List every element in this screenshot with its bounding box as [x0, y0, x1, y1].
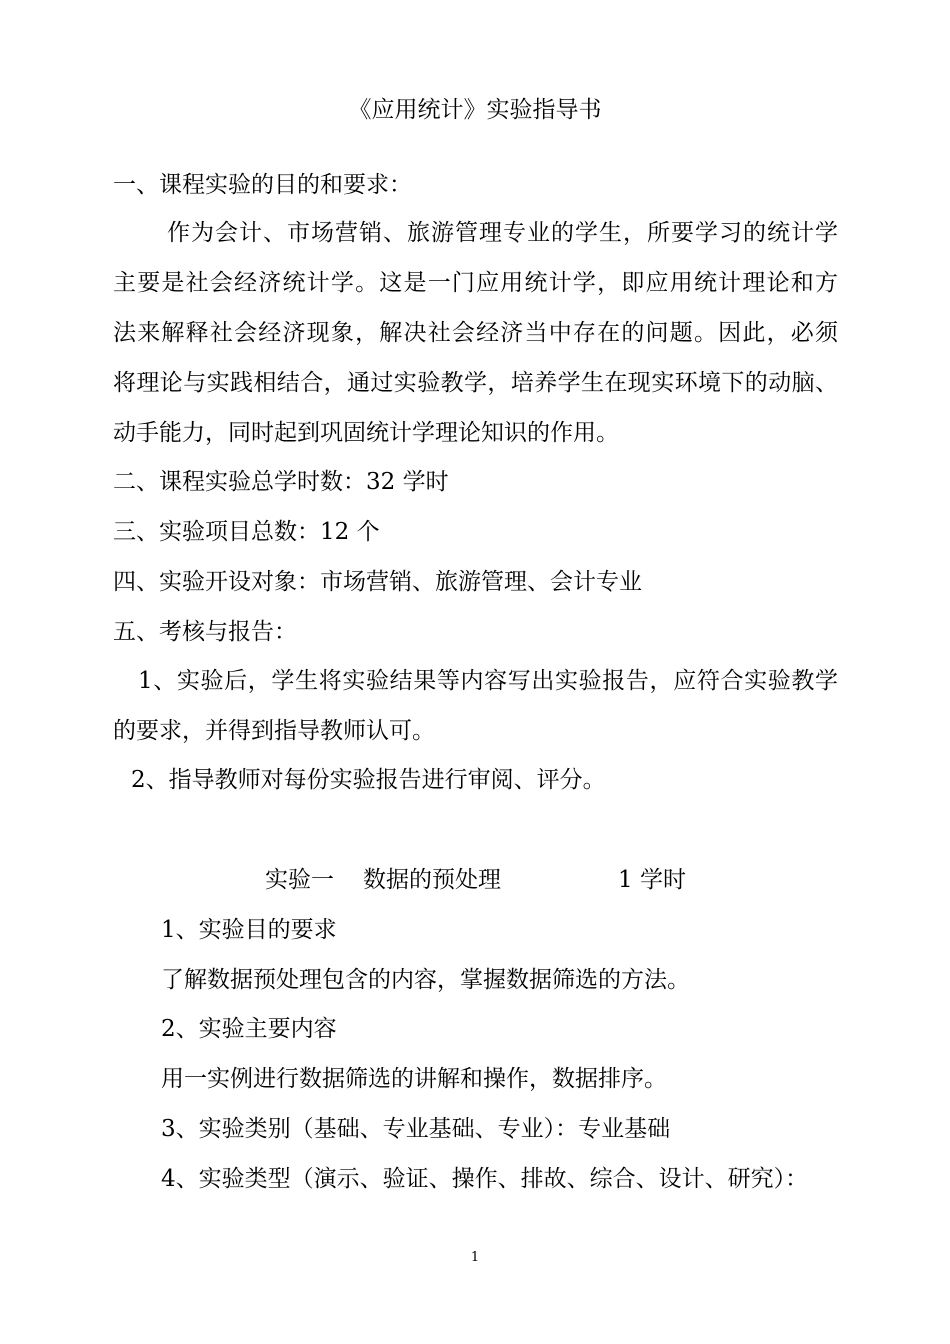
section-1-heading: 一、课程实验的目的和要求：: [113, 172, 412, 198]
section-1-line-4: 将理论与实践相结合，通过实验教学，培养学生在现实环境下的动脑、: [113, 370, 838, 396]
experiment-1-item-4: 4、实验类型（演示、验证、操作、排故、综合、设计、研究）：: [161, 1166, 809, 1192]
section-5-heading: 五、考核与报告：: [113, 619, 297, 645]
experiment-1-item-1-heading: 1、实验目的要求: [161, 917, 337, 943]
document-title: 《应用统计》实验指导书: [348, 97, 602, 123]
experiment-1-item-2-body: 用一实例进行数据筛选的讲解和操作，数据排序。: [161, 1066, 667, 1092]
experiment-1-hours: 1 学时: [618, 867, 686, 893]
section-2-hours: 二、课程实验总学时数：32 学时: [113, 469, 449, 495]
experiment-1-item-1-body: 了解数据预处理包含的内容，掌握数据筛选的方法。: [161, 967, 690, 993]
section-5-item-1-line-2: 的要求，并得到指导教师认可。: [113, 718, 435, 744]
section-3-project-count: 三、实验项目总数：12 个: [113, 519, 380, 545]
section-1-line-2: 主要是社会经济统计学。这是一门应用统计学，即应用统计理论和方: [113, 270, 838, 296]
experiment-1-item-2-heading: 2、实验主要内容: [161, 1016, 337, 1042]
section-1-line-3: 法来解释社会经济现象，解决社会经济当中存在的问题。因此，必须: [113, 320, 838, 346]
section-4-audience: 四、实验开设对象：市场营销、旅游管理、会计专业: [113, 569, 642, 595]
experiment-1-label: 实验一: [265, 867, 334, 893]
experiment-1-name: 数据的预处理: [363, 867, 501, 893]
section-1-line-1: 作为会计、市场营销、旅游管理专业的学生，所要学习的统计学: [167, 220, 838, 246]
section-5-item-1-line-1: 1、实验后，学生将实验结果等内容写出实验报告，应符合实验教学: [138, 668, 838, 694]
section-1-line-5: 动手能力，同时起到巩固统计学理论知识的作用。: [113, 420, 619, 446]
experiment-1-item-3: 3、实验类别（基础、专业基础、专业）：专业基础: [161, 1116, 671, 1142]
page-number: 1: [470, 1250, 480, 1265]
section-5-item-2: 2、指导教师对每份实验报告进行审阅、评分。: [131, 767, 606, 793]
